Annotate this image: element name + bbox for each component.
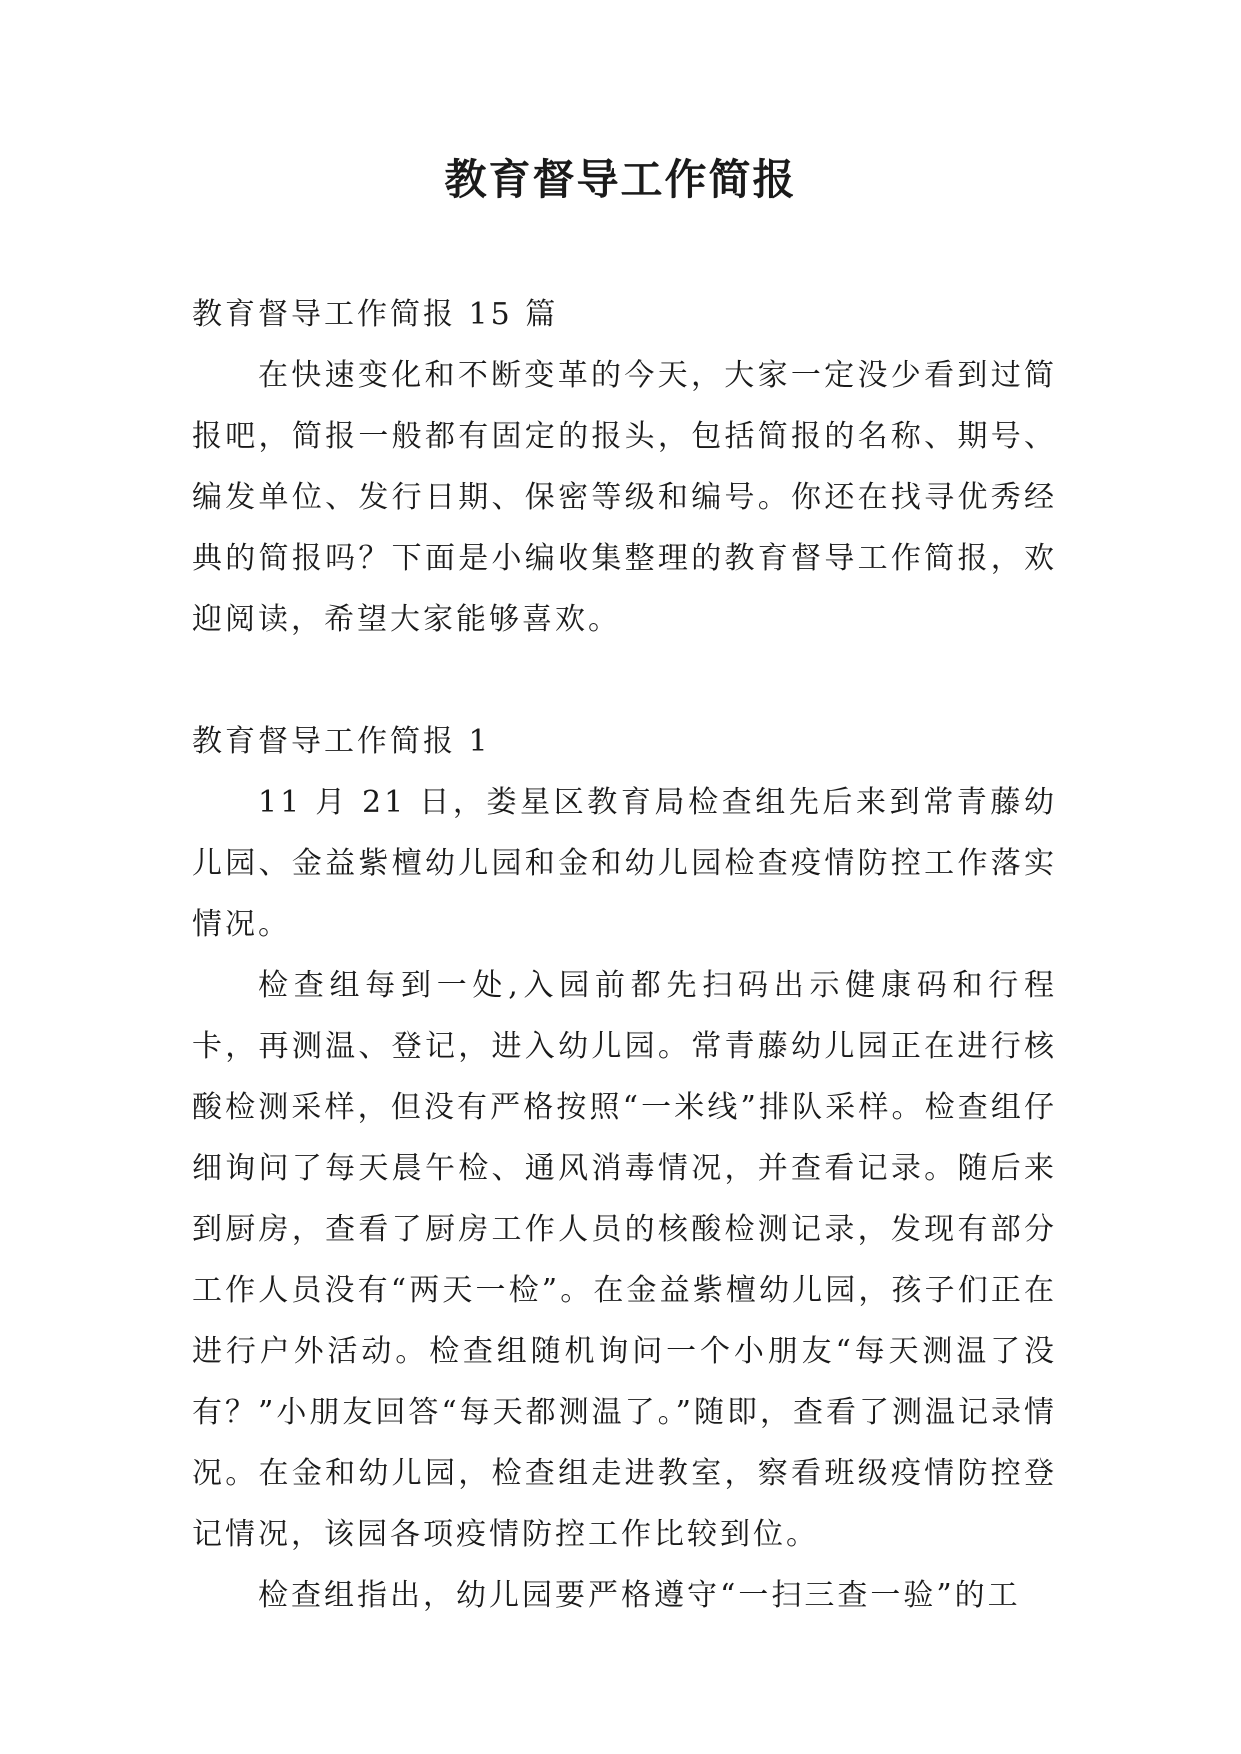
intro-paragraph: 在快速变化和不断变革的今天，大家一定没少看到过简报吧，简报一般都有固定的报头，包括简报的名称、期号、编发单位、发行日期、保密等级和编号。你还在找寻优秀经典的简报吗？下面是小编收集整理的教育督导工作简报，欢迎阅读，希望大家能够喜欢。 [192, 358, 1057, 637]
document-title: 教育督导工作简报 [444, 155, 797, 204]
document-body [192, 284, 1057, 1626]
section1-heading: 教育督导工作简报 1 [192, 724, 491, 759]
section1-paragraph: 11 月 21 日，娄星区教育局检查组先后来到常青藤幼儿园、金益紫檀幼儿园和金和幼儿园检查疫情防控工作落实情况。 [192, 785, 1057, 942]
section1-paragraph: 检查组指出，幼儿园要严格遵守“一扫三查一验”的工 [258, 1578, 1021, 1613]
intro-heading: 教育督导工作简报 15 篇 [192, 297, 559, 332]
section1-paragraph: 检查组每到一处,入园前都先扫码出示健康码和行程卡，再测温、登记，进入幼儿园。常青藤幼儿园正在进行核酸检测采样，但没有严格按照“一米线”排队采样。检查组仔细询问了每天晨午检、通风消毒情况，并查看记录。随后来到厨房，查看了厨房工作人员的核酸检测记录，发现有部分工作人员没有“两天一检”。在金益紫檀幼儿园，孩子们正在进行户外活动。检查组随机询问一个小朋友“每天测温了没有？”小朋友回答“每天都测温了。”随即，查看了测温记录情况。在金和幼儿园，检查组走进教室，察看班级疫情防控登记情况，该园各项疫情防控工作比较到位。 [192, 968, 1058, 1552]
section-spacer [192, 650, 1057, 711]
